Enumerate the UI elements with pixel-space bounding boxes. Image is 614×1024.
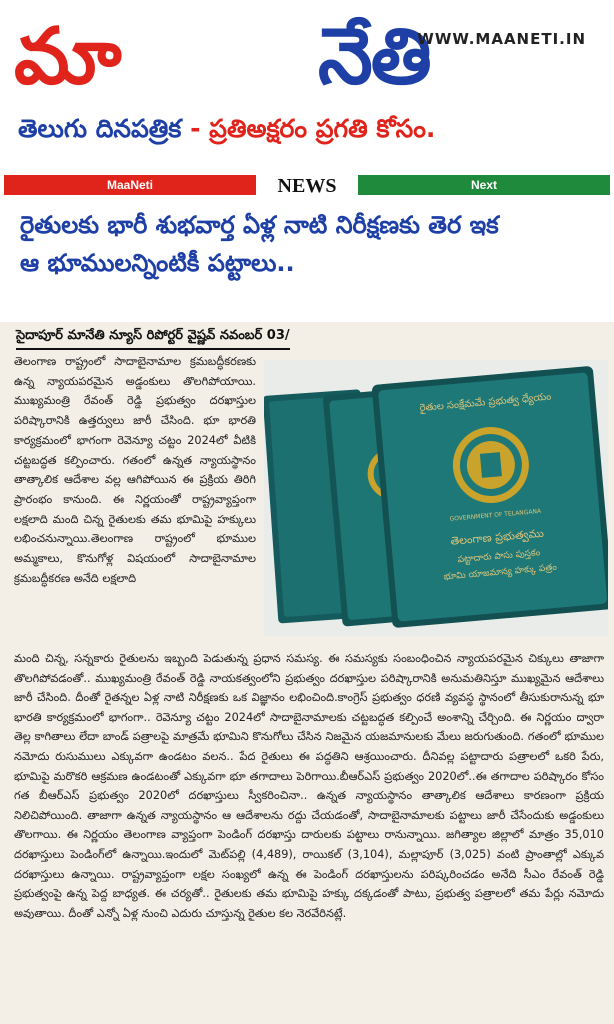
passbook-illustration	[264, 360, 608, 636]
passbook-header-text: రైతుల సంక్షేమమే ప్రభుత్వ ధ్యేయం	[419, 391, 552, 414]
article-byline: సైదాపూర్ మానేతి న్యూస్ రిపోర్టర్ వైష్ణవ్ నవంబర్ 03/	[16, 328, 290, 350]
passbook-govt-text: తెలంగాణ ప్రభుత్వము	[450, 526, 545, 548]
nav-maaneti-link[interactable]: MaaNeti	[4, 175, 256, 195]
seal-text: GOVERNMENT OF TELANGANA	[449, 507, 542, 523]
headline-line-2: ఆ భూములన్నింటికీ పట్టాలు..	[20, 249, 295, 277]
passbook-title-line-2: భూమి యాజమాన్య హక్కు పత్రం	[443, 562, 558, 583]
tagline-separator: -	[190, 114, 201, 143]
masthead	[0, 0, 614, 170]
nav-next-link[interactable]: Next	[358, 175, 610, 195]
tagline-publication: తెలుగు దినపత్రిక	[18, 114, 182, 143]
logo-left-word: మా	[14, 12, 120, 102]
navbar	[0, 173, 614, 199]
article-body	[0, 322, 614, 1024]
article-headline	[20, 206, 604, 282]
article-paragraph-lower: మంది చిన్న, సన్నకారు రైతులను ఇబ్బంది పెడుతున్న ప్రధాన సమస్య. ఈ సమస్యకు సంబంధించిన న్యాయపరమైన చిక్కులు తాజాగా తొలగిపోవడంతో.. ముఖ్యమంత్రి రేవంత్ రెడ్డి నాయకత్వంలోని ప్రభుత్వం దరఖాస్తుల పరిష్కారానికి అనుమతినిస్తూ ముఖ్యమైన ఆదేశాలు జారీ చేసింది. దీంతో రైతన్నల ఏళ్ల నాటి నిరీక్షణకు ఒక విజ్ఞానం లభించింది.కాంగ్రెస్ ప్రభుత్వం ధరణి వ్యవస్థ స్థానంలో తీసుకురానున్న భూ భారతి కార్యక్రమంలో భాగంగా.. రెవెన్యూ చట్టం 2024లో సాదాబైనామాలకు చట్టబద్ధత కల్పించే అంశాన్ని చేర్చింది. ఈ నిర్ణయం ద్వారా తెల్ల కాగితాలు లేదా బాండ్ పత్రాలపై మాత్రమే భూమిని కొనుగోలు చేసిన నిజమైన యజమానులకు మేలు జరుగుతుంది. గతంలో భూముల నమోదు రుసుములు ఎక్కువగా ఉండటం వలన.. పేద రైతులు ఈ పద్ధతిని ఆశ్రయించారు. దీనివల్ల పట్టాదారు పత్రాలలో ఒకరి పేరు, భూమిపై మరొకరి ఆక్రమణ ఉండటంతో ఎక్కువగా భూ తగాదాలు పెరిగాయి.బీఆర్ఎస్ ప్రభుత్వం 2020లో..ఈ తగాదాల పరిష్కారం కోసం గత బీఆర్ఎస్ ప్రభుత్వం 2020లో దరఖాస్తులు స్వీకరించినా.. ఉన్నత న్యాయస్థానం తాత్కాలిక ఆదేశాలు కారణంగా ప్రక్రియ నిలిచిపోయింది. తాజాగా ఉన్నత న్యాయస్థానం ఆ ఆదేశాలను రద్దు చేయడంతో, సాదాబైనామాలకు పట్టాలు జారీ చేసేందుకు అడ్డంకులు తొలగాయి. ఈ నిర్ణయం తెలంగాణ వ్యాప్తంగా పెండింగ్ దరఖాస్తు దారులకు పట్టాలు రానున్నాయి. జగిత్యాల జిల్లాలో మాత్రం 35,010 దరఖాస్తులు పెండింగ్‌లో ఉన్నాయి.ఇందులో మెట్‌పల్లి (4,489), రాయికల్ (3,104), మల్లాపూర్ (3,025) వంటి ప్రాంతాల్లో ఎక్కువ దరఖాస్తులు ఉన్నాయి. రాష్ట్రవ్యాప్తంగా లక్షల సంఖ్యలో ఉన్న ఈ పెండింగ్ దరఖాస్తులను పరిష్కరించడం అనేది సీఎం రేవంత్ రెడ్డి ప్రభుత్వంపై ఉన్న పెద్ద బాధ్యత. ఈ చర్యతో.. రైతులకు తమ భూమిపై హక్కు దక్కడంతో పాటు, ప్రభుత్వ పత్రాలలో తమ పేర్లు నమోదు అవుతాయి. దీంతో ఎన్నో ఏళ్ల నుంచి ఎదురు చూస్తున్న రైతుల కల నెరవేరినట్లే.	[14, 652, 604, 920]
tagline-motto: ప్రతిఅక్షరం ప్రగతి కోసం.	[209, 114, 436, 143]
logo-right-word: నేతి	[318, 12, 430, 102]
passbook-title-line-1: పట్టాదారు పాసు పుస్తకం	[457, 548, 541, 566]
headline-line-1: రైతులకు భారీ శుభవార్త ఏళ్ల నాటి నిరీక్షణకు తెర ఇక	[20, 211, 499, 239]
article-paragraph-upper: తెలంగాణ రాష్ట్రంలో సాదాబైనామాల క్రమబద్ధీకరణకు ఉన్న న్యాయపరమైన అడ్డంకులు తొలగిపోయాయి. ముఖ్యమంత్రి రేవంత్ రెడ్డి ప్రభుత్వం దరఖాస్తుల పరిష్కారానికి ఉత్తర్వులు జారీ చేసింది. భూ భారతి కార్యక్రమంలో భాగంగా రెవెన్యూ చట్టం 2024లో వీటికి చట్టబద్ధత కల్పించారు. గతంలో ఉన్నత న్యాయస్థానం తాత్కాలిక ఆదేశాల వల్ల ఆగిపోయిన ఈ ప్రక్రియ తిరిగి ప్రారంభం కానుంది. ఈ నిర్ణయంతో రాష్ట్రవ్యాప్తంగా లక్షలాది మంది చిన్న రైతులకు తమ భూమిపై హక్కులు లభించనున్నాయి.తెలంగాణ రాష్ట్రంలో భూముల అమ్మకాలు, కొనుగోళ్ల విషయంలో సాదాబైనామాల క్రమబద్ధీకరణ అనేది లక్షలాది	[14, 355, 256, 585]
tagline	[18, 112, 608, 146]
passbook-photo	[264, 360, 608, 636]
site-url[interactable]: WWW.MAANETI.IN	[417, 30, 586, 48]
nav-news-label: NEWS	[277, 175, 337, 197]
